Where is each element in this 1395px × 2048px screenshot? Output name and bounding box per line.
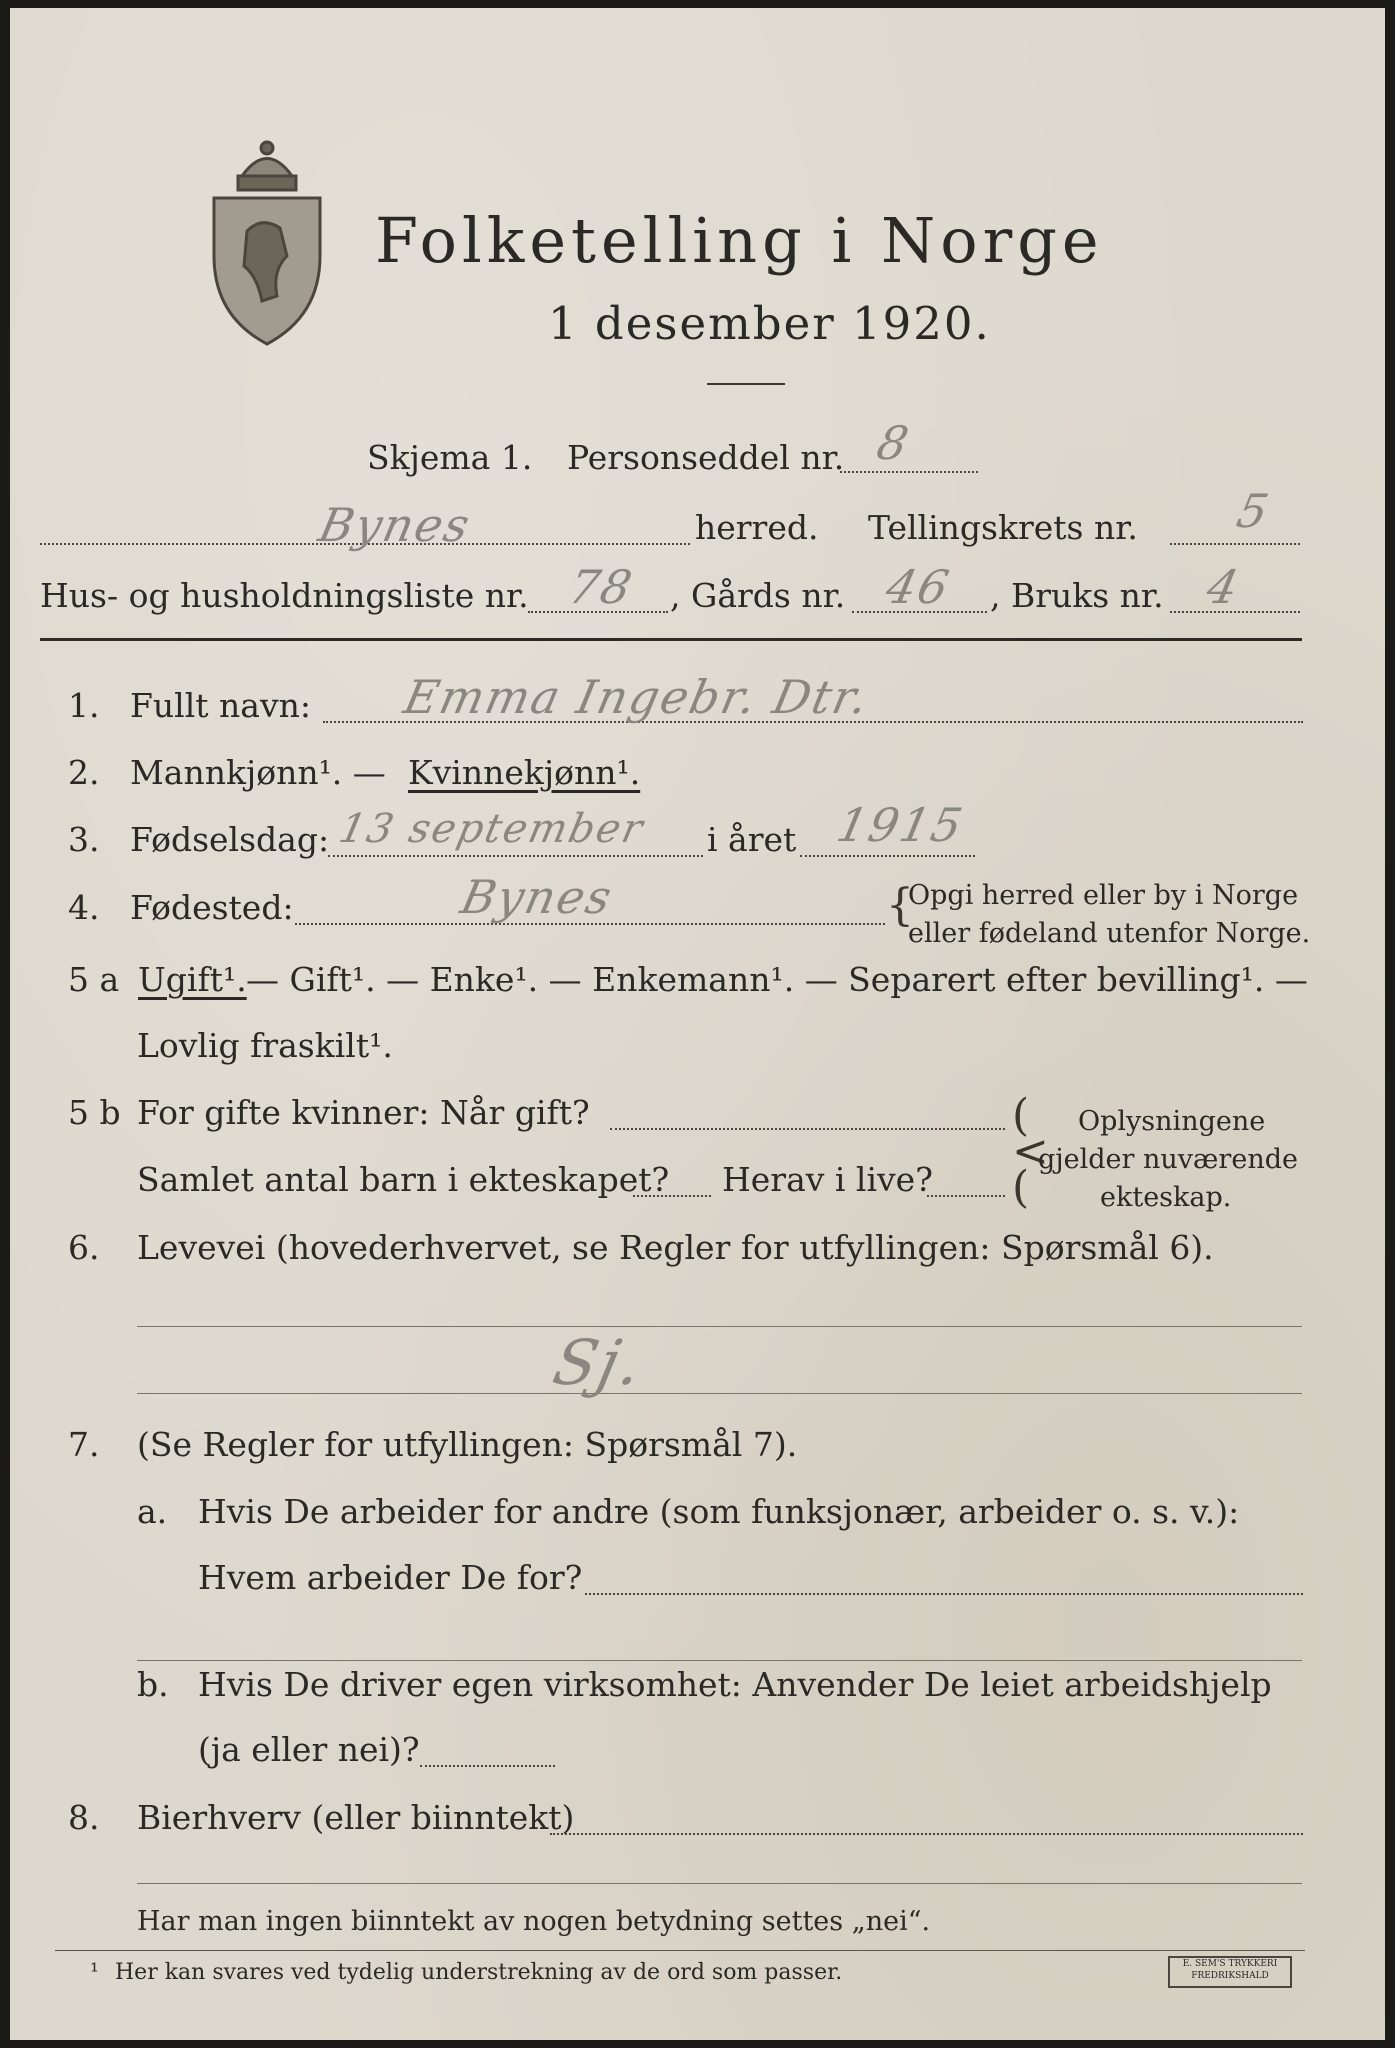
q8-line-2 <box>137 1883 1302 1884</box>
q7-number: 7. <box>68 1425 100 1464</box>
q6-value[interactable]: Sj. <box>547 1326 651 1399</box>
coat-of-arms-icon <box>202 136 332 348</box>
tellingskrets-value[interactable]: 5 <box>1232 484 1276 538</box>
personseddel-line <box>840 471 978 473</box>
q4-number: 4. <box>68 888 100 927</box>
printer-stamp: E. SEM'S TRYKKERI FREDRIKSHALD <box>1168 1956 1292 1988</box>
q7a-line-2 <box>137 1660 1302 1661</box>
header-rule <box>40 638 1302 641</box>
q8-label: Bierhverv (eller biinntekt) <box>137 1798 575 1837</box>
q7b-line <box>420 1765 555 1767</box>
personseddel-label: Personseddel nr. <box>567 438 845 477</box>
footnote-mark: ¹ <box>90 1960 99 1985</box>
q7-label: (Se Regler for utfyllingen: Spørsmål 7). <box>137 1425 798 1464</box>
q4-brace: { <box>886 880 914 931</box>
q4-value[interactable]: Bynes <box>456 870 618 924</box>
hus-label: Hus- og husholdningsliste nr. <box>40 576 529 615</box>
herred-label: herred. <box>695 508 819 547</box>
q7a-sub: Hvem arbeider De for? <box>198 1558 583 1597</box>
footnote-text: Her kan svares ved tydelig understrekning av de ord som passer. <box>115 1960 843 1985</box>
q5b-label-barn: Samlet antal barn i ekteskapet? <box>137 1160 670 1199</box>
gards-value[interactable]: 46 <box>881 560 956 614</box>
bruks-line <box>1170 611 1300 613</box>
tellingskrets-label: Tellingskrets nr. <box>868 508 1138 547</box>
q5b-gift-line <box>610 1128 1005 1130</box>
hus-value[interactable]: 78 <box>564 560 639 614</box>
q7b-letter: b. <box>137 1665 169 1704</box>
q7a-line-1 <box>585 1593 1303 1595</box>
q5b-live-line <box>927 1195 1005 1197</box>
q1-number: 1. <box>68 686 100 725</box>
personseddel-value[interactable]: 8 <box>872 416 916 470</box>
q7b-sub: (ja eller nei)? <box>198 1730 420 1769</box>
q5a-option-ugift[interactable]: Ugift¹. <box>138 960 247 999</box>
q7b-text: Hvis De driver egen virksomhet: Anvender De leiet arbeidshjelp <box>198 1665 1272 1704</box>
q5a-number: 5 a <box>68 960 120 999</box>
census-date: 1 desember 1920. <box>548 297 991 350</box>
q3-value[interactable]: 13 september <box>335 806 649 852</box>
skjema-label: Skjema 1. <box>367 438 533 477</box>
q3-label: Fødselsdag: <box>130 820 330 859</box>
q1-value[interactable]: Emma Ingebr. Dtr. <box>399 670 875 724</box>
gards-label: , Gårds nr. <box>670 576 846 615</box>
q5a-options[interactable]: — Gift¹. — Enke¹. — Enkemann¹. — Separert efter bevilling¹. — <box>246 960 1308 999</box>
q6-line-2 <box>137 1393 1302 1394</box>
q5b-barn-line <box>633 1195 711 1197</box>
q5b-label-live: Herav i live? <box>722 1160 933 1199</box>
q6-line-1 <box>137 1326 1302 1327</box>
q1-label: Fullt navn: <box>130 686 311 725</box>
herred-value[interactable]: Bynes <box>314 498 476 552</box>
q3-year-line <box>800 855 975 857</box>
q4-note-1: Opgi herred eller by i Norge <box>908 880 1299 911</box>
census-form <box>10 8 1385 2040</box>
q4-note-2: eller fødeland utenfor Norge. <box>908 918 1311 949</box>
q5b-note-3: ekteskap. <box>1100 1182 1232 1213</box>
form-title: Folketelling i Norge <box>375 204 1104 277</box>
q8-number: 8. <box>68 1798 100 1837</box>
q2-option-mann[interactable]: Mannkjønn¹. — <box>130 753 386 792</box>
q5b-brace: ( < ( <box>1012 1090 1049 1213</box>
tellingskrets-line <box>1170 543 1300 545</box>
footer-note: Har man ingen biinntekt av nogen betydning settes „nei“. <box>137 1906 931 1937</box>
q7a-letter: a. <box>137 1492 168 1531</box>
q3-number: 3. <box>68 820 100 859</box>
q5b-label-gift: For gifte kvinner: Når gift? <box>137 1093 590 1132</box>
bruks-label: , Bruks nr. <box>990 576 1164 615</box>
title-divider <box>707 383 785 385</box>
q2-number: 2. <box>68 753 100 792</box>
q5b-note-2: gjelder nuværende <box>1038 1144 1298 1175</box>
q5b-note-1: Oplysningene <box>1078 1106 1266 1137</box>
q3-day-line <box>328 855 703 857</box>
q3-year-label: i året <box>707 820 797 859</box>
q4-label: Fødested: <box>130 888 294 927</box>
footer-rule <box>55 1950 1305 1951</box>
q2-option-kvinne[interactable]: Kvinnekjønn¹. <box>408 753 641 792</box>
q6-number: 6. <box>68 1228 100 1267</box>
q3-year-value[interactable]: 1915 <box>832 798 969 852</box>
q6-label: Levevei (hovederhvervet, se Regler for utfyllingen: Spørsmål 6). <box>137 1228 1214 1267</box>
q7a-text: Hvis De arbeider for andre (som funksjonær, arbeider o. s. v.): <box>198 1492 1240 1531</box>
q8-line-1 <box>550 1833 1303 1835</box>
q5b-number: 5 b <box>68 1093 121 1132</box>
q5a-option-fraskilt[interactable]: Lovlig fraskilt¹. <box>137 1026 393 1065</box>
bruks-value[interactable]: 4 <box>1202 560 1246 614</box>
